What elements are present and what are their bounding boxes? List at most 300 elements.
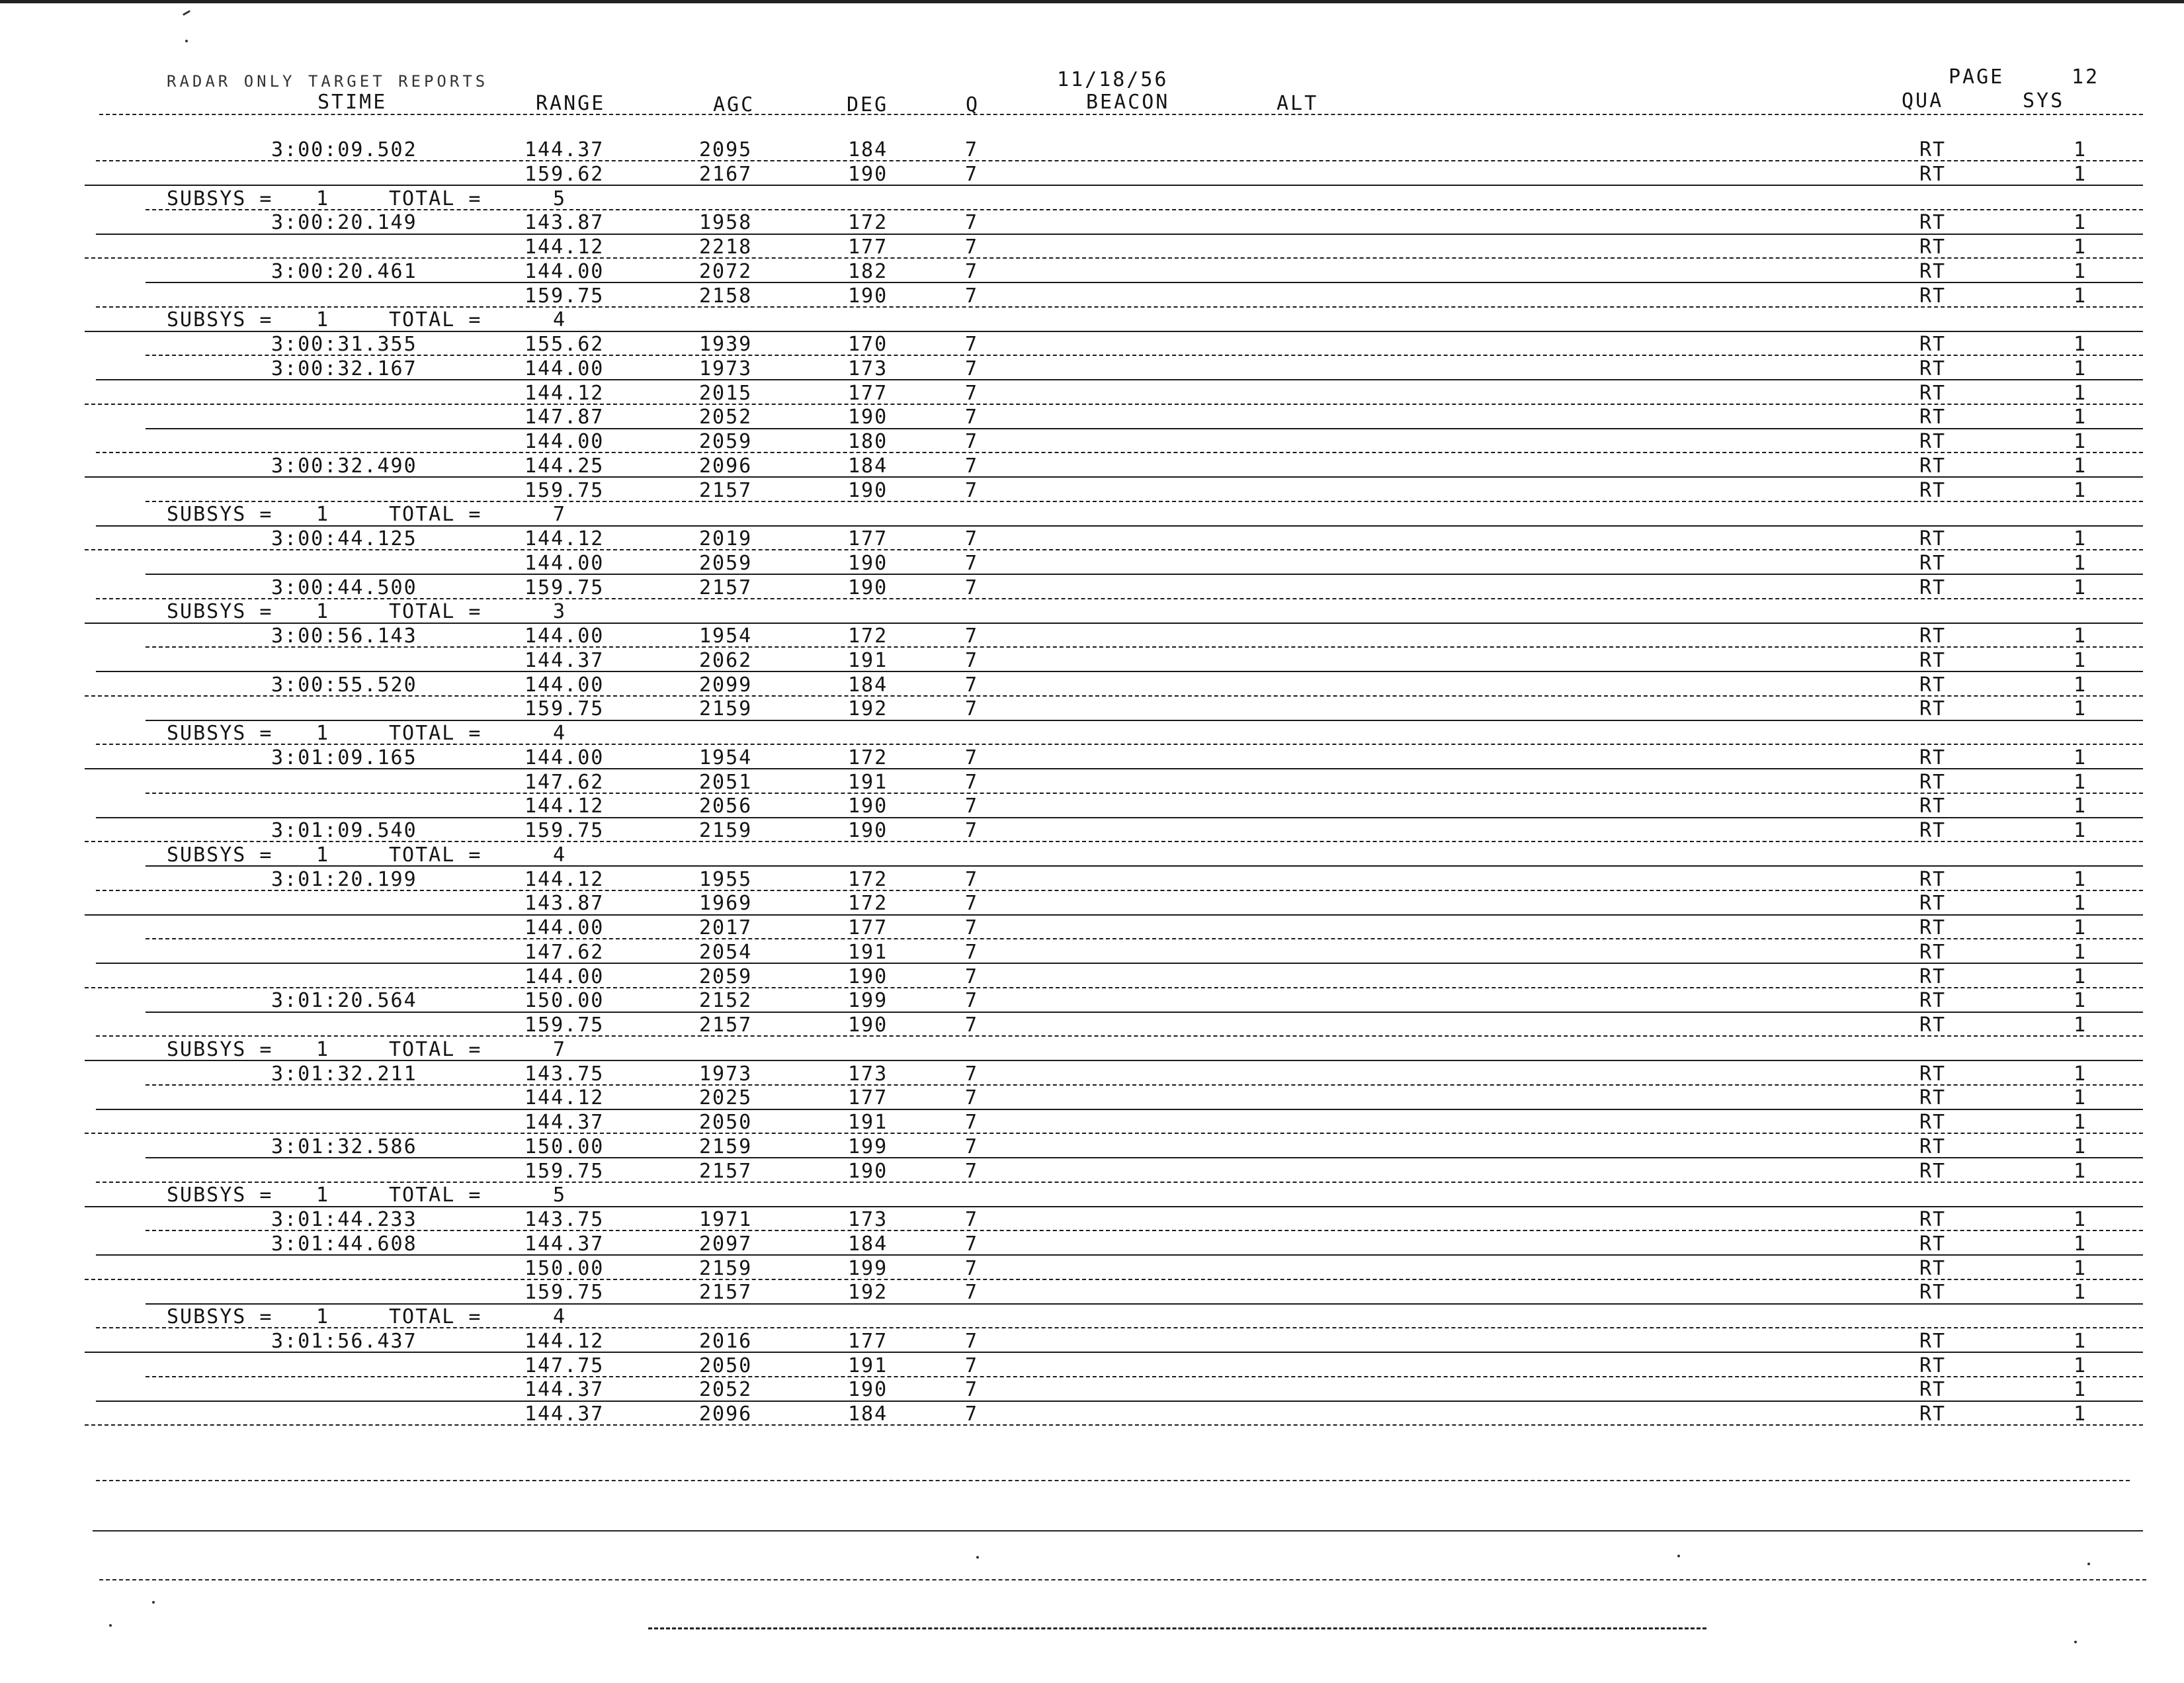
page-number: 12 (2072, 65, 2100, 89)
subsys-label: SUBSYS = (167, 187, 273, 210)
range-cell: 144.12 (525, 381, 605, 405)
agc-cell: 2159 (699, 1135, 753, 1158)
agc-cell: 2054 (699, 940, 753, 964)
sys-cell: 1 (2074, 478, 2087, 502)
deg-cell: 173 (848, 1062, 888, 1086)
deg-cell: 190 (848, 284, 888, 308)
table-row (0, 405, 2184, 429)
agc-cell: 1973 (699, 1062, 753, 1086)
agc-cell: 2052 (699, 1378, 753, 1402)
page-label: PAGE (1949, 65, 2005, 89)
sys-cell: 1 (2074, 357, 2087, 380)
table-row (0, 1402, 2184, 1426)
q-cell: 7 (965, 284, 979, 308)
total-value: 4 (553, 308, 567, 332)
subsys-value: 1 (316, 1037, 330, 1061)
agc-cell: 1954 (699, 625, 753, 648)
qua-cell: RT (1919, 1329, 1947, 1353)
q-cell: 7 (965, 333, 979, 356)
sys-cell: 1 (2074, 625, 2087, 648)
range-cell: 144.12 (525, 1329, 605, 1353)
sys-cell: 1 (2074, 1159, 2087, 1183)
stime-cell: 3:00:44.500 (271, 576, 417, 599)
deg-cell: 191 (848, 648, 888, 672)
subsys-label: SUBSYS = (167, 1037, 273, 1061)
table-row (0, 284, 2184, 308)
range-cell: 150.00 (525, 1256, 605, 1280)
sys-cell: 1 (2074, 1111, 2087, 1134)
subsys-total-row (0, 1183, 2184, 1207)
range-cell: 159.75 (525, 576, 605, 599)
qua-cell: RT (1919, 162, 1947, 186)
table-row (0, 867, 2184, 891)
agc-cell: 2157 (699, 1159, 753, 1183)
agc-cell: 2052 (699, 406, 753, 429)
qua-cell: RT (1919, 138, 1947, 161)
sys-cell: 1 (2074, 1232, 2087, 1256)
range-cell: 159.75 (525, 284, 605, 308)
qua-cell: RT (1919, 1014, 1947, 1037)
qua-cell: RT (1919, 673, 1947, 697)
agc-cell: 2059 (699, 430, 753, 453)
table-row (0, 576, 2184, 599)
agc-cell: 2157 (699, 478, 753, 502)
range-cell: 144.00 (525, 625, 605, 648)
deg-cell: 199 (848, 989, 888, 1013)
range-cell: 144.37 (525, 1378, 605, 1402)
column-header-beacon: BEACON (1086, 91, 1170, 114)
column-header-alt: ALT (1277, 92, 1319, 115)
agc-cell: 2050 (699, 1111, 753, 1134)
stime-cell: 3:01:44.608 (271, 1232, 417, 1256)
range-cell: 159.75 (525, 478, 605, 502)
q-cell: 7 (965, 916, 979, 939)
column-header-q: Q (966, 93, 980, 116)
subsys-total-row (0, 721, 2184, 745)
deg-cell: 172 (848, 746, 888, 769)
total-value: 3 (553, 600, 567, 624)
sys-cell: 1 (2074, 381, 2087, 405)
sys-cell: 1 (2074, 673, 2087, 697)
range-cell: 144.00 (525, 430, 605, 453)
blank-rule (648, 1627, 1706, 1629)
qua-cell: RT (1919, 965, 1947, 988)
qua-cell: RT (1919, 916, 1947, 939)
sys-cell: 1 (2074, 940, 2087, 964)
qua-cell: RT (1919, 1062, 1947, 1086)
range-cell: 144.00 (525, 357, 605, 380)
qua-cell: RT (1919, 1281, 1947, 1305)
range-cell: 155.62 (525, 333, 605, 356)
q-cell: 7 (965, 746, 979, 769)
deg-cell: 190 (848, 819, 888, 842)
table-row (0, 138, 2184, 161)
range-cell: 144.00 (525, 259, 605, 283)
stime-cell: 3:00:55.520 (271, 673, 417, 697)
agc-cell: 1958 (699, 211, 753, 235)
agc-cell: 2016 (699, 1329, 753, 1353)
stime-cell: 3:01:09.165 (271, 746, 417, 769)
table-row (0, 1256, 2184, 1280)
agc-cell: 1973 (699, 357, 753, 380)
range-cell: 144.37 (525, 138, 605, 161)
deg-cell: 190 (848, 1159, 888, 1183)
deg-cell: 192 (848, 697, 888, 721)
q-cell: 7 (965, 1159, 979, 1183)
q-cell: 7 (965, 1062, 979, 1086)
qua-cell: RT (1919, 211, 1947, 235)
agc-cell: 2062 (699, 648, 753, 672)
sys-cell: 1 (2074, 1329, 2087, 1353)
column-header-sys: SYS (2023, 89, 2065, 112)
speck (976, 1556, 979, 1559)
total-label: TOTAL = (389, 600, 482, 624)
stime-cell: 3:01:56.437 (271, 1329, 417, 1353)
range-cell: 147.75 (525, 1354, 605, 1377)
q-cell: 7 (965, 648, 979, 672)
total-label: TOTAL = (389, 308, 482, 332)
qua-cell: RT (1919, 236, 1947, 259)
deg-cell: 173 (848, 1208, 888, 1231)
agc-cell: 2017 (699, 916, 753, 939)
sys-cell: 1 (2074, 795, 2087, 818)
qua-cell: RT (1919, 527, 1947, 550)
q-cell: 7 (965, 211, 979, 235)
deg-cell: 177 (848, 381, 888, 405)
total-label: TOTAL = (389, 503, 482, 527)
stime-cell: 3:00:56.143 (271, 625, 417, 648)
q-cell: 7 (965, 1354, 979, 1377)
subsys-total-row (0, 187, 2184, 210)
sys-cell: 1 (2074, 819, 2087, 842)
deg-cell: 177 (848, 1329, 888, 1353)
agc-cell: 2095 (699, 138, 753, 161)
q-cell: 7 (965, 551, 979, 575)
q-cell: 7 (965, 1086, 979, 1110)
range-cell: 143.87 (525, 892, 605, 916)
deg-cell: 190 (848, 795, 888, 818)
range-cell: 150.00 (525, 989, 605, 1013)
sys-cell: 1 (2074, 1354, 2087, 1377)
range-cell: 144.00 (525, 965, 605, 988)
deg-cell: 170 (848, 333, 888, 356)
range-cell: 144.37 (525, 648, 605, 672)
sys-cell: 1 (2074, 916, 2087, 939)
q-cell: 7 (965, 576, 979, 599)
agc-cell: 2157 (699, 576, 753, 599)
stime-cell: 3:00:32.490 (271, 454, 417, 478)
qua-cell: RT (1919, 1232, 1947, 1256)
q-cell: 7 (965, 259, 979, 283)
sys-cell: 1 (2074, 1014, 2087, 1037)
subsys-value: 1 (316, 503, 330, 527)
sys-cell: 1 (2074, 430, 2087, 453)
column-header-stime: STIME (317, 91, 388, 114)
agc-cell: 2059 (699, 965, 753, 988)
sys-cell: 1 (2074, 236, 2087, 259)
deg-cell: 199 (848, 1135, 888, 1158)
stime-cell: 3:00:09.502 (271, 138, 417, 161)
qua-cell: RT (1919, 381, 1947, 405)
sys-cell: 1 (2074, 551, 2087, 575)
column-header-range: RANGE (536, 92, 606, 115)
subsys-value: 1 (316, 187, 330, 210)
table-row (0, 210, 2184, 234)
q-cell: 7 (965, 819, 979, 842)
stime-cell: 3:00:20.461 (271, 259, 417, 283)
stime-cell: 3:01:09.540 (271, 819, 417, 842)
range-cell: 159.62 (525, 162, 605, 186)
table-row (0, 794, 2184, 818)
total-value: 5 (553, 1184, 567, 1207)
table-row (0, 1232, 2184, 1256)
q-cell: 7 (965, 697, 979, 721)
sys-cell: 1 (2074, 1281, 2087, 1305)
table-row (0, 1110, 2184, 1134)
qua-cell: RT (1919, 454, 1947, 478)
q-cell: 7 (965, 1281, 979, 1305)
blank-rule (93, 1530, 2143, 1532)
q-cell: 7 (965, 965, 979, 988)
sys-cell: 1 (2074, 746, 2087, 769)
q-cell: 7 (965, 989, 979, 1013)
sys-cell: 1 (2074, 1062, 2087, 1086)
qua-cell: RT (1919, 406, 1947, 429)
agc-cell: 2099 (699, 673, 753, 697)
sys-cell: 1 (2074, 576, 2087, 599)
q-cell: 7 (965, 1378, 979, 1402)
subsys-total-row (0, 1037, 2184, 1061)
table-row (0, 624, 2184, 648)
subsys-label: SUBSYS = (167, 308, 273, 332)
range-cell: 144.00 (525, 746, 605, 769)
total-value: 4 (553, 1305, 567, 1328)
sys-cell: 1 (2074, 1208, 2087, 1231)
q-cell: 7 (965, 357, 979, 380)
q-cell: 7 (965, 430, 979, 453)
sys-cell: 1 (2074, 527, 2087, 550)
table-row (0, 259, 2184, 283)
stime-cell: 3:00:31.355 (271, 333, 417, 356)
sys-cell: 1 (2074, 1256, 2087, 1280)
deg-cell: 184 (848, 673, 888, 697)
qua-cell: RT (1919, 551, 1947, 575)
q-cell: 7 (965, 1208, 979, 1231)
stime-cell: 3:01:32.211 (271, 1062, 417, 1086)
subsys-total-row (0, 843, 2184, 867)
table-row (0, 1086, 2184, 1109)
range-cell: 144.12 (525, 795, 605, 818)
sys-cell: 1 (2074, 867, 2087, 891)
stime-cell: 3:01:44.233 (271, 1208, 417, 1231)
deg-cell: 184 (848, 454, 888, 478)
table-row (0, 357, 2184, 380)
q-cell: 7 (965, 1402, 979, 1426)
range-cell: 144.25 (525, 454, 605, 478)
subsys-total-row (0, 502, 2184, 526)
deg-cell: 184 (848, 1402, 888, 1426)
agc-cell: 1969 (699, 892, 753, 916)
table-row (0, 1013, 2184, 1037)
stime-cell: 3:00:20.149 (271, 211, 417, 235)
table-row (0, 1207, 2184, 1231)
deg-cell: 191 (848, 940, 888, 964)
pen-mark (183, 10, 190, 16)
qua-cell: RT (1919, 770, 1947, 794)
deg-cell: 177 (848, 1086, 888, 1110)
total-label: TOTAL = (389, 1184, 482, 1207)
qua-cell: RT (1919, 357, 1947, 380)
q-cell: 7 (965, 527, 979, 550)
range-cell: 144.37 (525, 1402, 605, 1426)
subsys-value: 1 (316, 308, 330, 332)
column-header-agc: AGC (713, 93, 755, 116)
deg-cell: 190 (848, 406, 888, 429)
agc-cell: 2096 (699, 454, 753, 478)
range-cell: 144.37 (525, 1111, 605, 1134)
deg-cell: 190 (848, 1378, 888, 1402)
report-title: RADAR ONLY TARGET REPORTS (167, 72, 489, 91)
agc-cell: 2218 (699, 236, 753, 259)
deg-cell: 190 (848, 162, 888, 186)
qua-cell: RT (1919, 940, 1947, 964)
q-cell: 7 (965, 454, 979, 478)
q-cell: 7 (965, 940, 979, 964)
agc-cell: 2159 (699, 697, 753, 721)
speck (2087, 1563, 2090, 1565)
range-cell: 143.75 (525, 1208, 605, 1231)
q-cell: 7 (965, 1256, 979, 1280)
qua-cell: RT (1919, 1256, 1947, 1280)
agc-cell: 2097 (699, 1232, 753, 1256)
subsys-total-row (0, 1305, 2184, 1328)
table-row (0, 162, 2184, 186)
table-row (0, 746, 2184, 769)
q-cell: 7 (965, 1135, 979, 1158)
deg-cell: 191 (848, 1111, 888, 1134)
subsys-value: 1 (316, 1305, 330, 1328)
range-cell: 144.12 (525, 1086, 605, 1110)
table-row (0, 1377, 2184, 1401)
q-cell: 7 (965, 892, 979, 916)
column-header-deg: DEG (847, 93, 889, 116)
qua-cell: RT (1919, 819, 1947, 842)
table-row (0, 988, 2184, 1012)
total-value: 7 (553, 503, 567, 527)
qua-cell: RT (1919, 1378, 1947, 1402)
range-cell: 144.00 (525, 916, 605, 939)
speck (152, 1601, 155, 1604)
deg-cell: 190 (848, 965, 888, 988)
table-row (0, 770, 2184, 794)
q-cell: 7 (965, 138, 979, 161)
agc-cell: 2152 (699, 989, 753, 1013)
subsys-total-row (0, 599, 2184, 623)
qua-cell: RT (1919, 1135, 1947, 1158)
q-cell: 7 (965, 236, 979, 259)
agc-cell: 1954 (699, 746, 753, 769)
qua-cell: RT (1919, 333, 1947, 356)
total-label: TOTAL = (389, 1037, 482, 1061)
deg-cell: 190 (848, 478, 888, 502)
total-value: 4 (553, 722, 567, 745)
scan-top-edge (0, 0, 2184, 3)
total-value: 4 (553, 843, 567, 867)
qua-cell: RT (1919, 989, 1947, 1013)
total-value: 5 (553, 187, 567, 210)
qua-cell: RT (1919, 1086, 1947, 1110)
qua-cell: RT (1919, 259, 1947, 283)
qua-cell: RT (1919, 478, 1947, 502)
subsys-label: SUBSYS = (167, 722, 273, 745)
agc-cell: 2015 (699, 381, 753, 405)
deg-cell: 172 (848, 867, 888, 891)
q-cell: 7 (965, 867, 979, 891)
subsys-value: 1 (316, 1184, 330, 1207)
qua-cell: RT (1919, 1111, 1947, 1134)
deg-cell: 190 (848, 576, 888, 599)
qua-cell: RT (1919, 892, 1947, 916)
deg-cell: 190 (848, 1014, 888, 1037)
q-cell: 7 (965, 162, 979, 186)
agc-cell: 2159 (699, 819, 753, 842)
table-row (0, 1062, 2184, 1086)
subsys-value: 1 (316, 600, 330, 624)
subsys-label: SUBSYS = (167, 1305, 273, 1328)
table-row (0, 235, 2184, 259)
stime-cell: 3:00:32.167 (271, 357, 417, 380)
range-cell: 143.87 (525, 211, 605, 235)
table-row (0, 551, 2184, 575)
table-row (0, 891, 2184, 915)
range-cell: 159.75 (525, 819, 605, 842)
q-cell: 7 (965, 625, 979, 648)
agc-cell: 2051 (699, 770, 753, 794)
agc-cell: 2167 (699, 162, 753, 186)
range-cell: 143.75 (525, 1062, 605, 1086)
total-label: TOTAL = (389, 843, 482, 867)
q-cell: 7 (965, 1329, 979, 1353)
sys-cell: 1 (2074, 259, 2087, 283)
range-cell: 159.75 (525, 1014, 605, 1037)
deg-cell: 177 (848, 527, 888, 550)
sys-cell: 1 (2074, 284, 2087, 308)
agc-cell: 1939 (699, 333, 753, 356)
qua-cell: RT (1919, 648, 1947, 672)
table-row (0, 429, 2184, 453)
sys-cell: 1 (2074, 697, 2087, 721)
table-row (0, 527, 2184, 550)
sys-cell: 1 (2074, 454, 2087, 478)
q-cell: 7 (965, 381, 979, 405)
table-row (0, 940, 2184, 964)
range-cell: 144.12 (525, 236, 605, 259)
subsys-label: SUBSYS = (167, 503, 273, 527)
range-cell: 159.75 (525, 697, 605, 721)
deg-cell: 173 (848, 357, 888, 380)
sys-cell: 1 (2074, 333, 2087, 356)
range-cell: 144.12 (525, 527, 605, 550)
stime-cell: 3:01:20.564 (271, 989, 417, 1013)
range-cell: 144.12 (525, 867, 605, 891)
qua-cell: RT (1919, 795, 1947, 818)
q-cell: 7 (965, 1014, 979, 1037)
table-row (0, 454, 2184, 478)
total-label: TOTAL = (389, 187, 482, 210)
speck (2074, 1641, 2077, 1643)
speck (185, 40, 188, 42)
speck (109, 1624, 112, 1627)
